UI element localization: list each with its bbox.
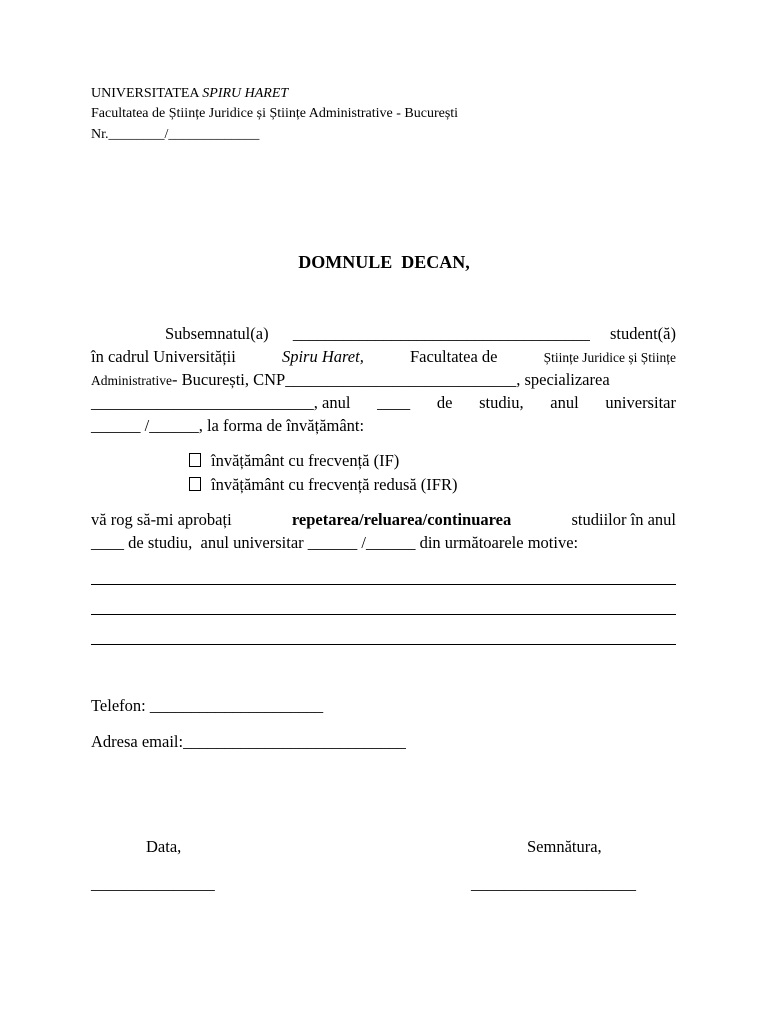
approval-line-2: ____ de studiu, anul universitar ______ /______ din următoarele motive:	[91, 533, 579, 552]
approval-line-1-end: studiilor în anul	[571, 510, 676, 529]
email-label: Adresa email:	[91, 732, 184, 751]
request-line-2-university: Spiru Haret,	[281, 347, 364, 366]
option-if[interactable]	[189, 451, 399, 471]
signature-label: Semnătura,	[527, 837, 602, 856]
registration-number-line: Nr.________/_____________	[91, 127, 260, 142]
request-line-2-faculty-name: Științe Juridice și Științe	[543, 350, 676, 365]
date-label: Data,	[146, 837, 182, 856]
faculty-line: Facultatea de Științe Juridice și Științe Administrative - București	[91, 106, 459, 121]
checkbox-icon[interactable]	[189, 453, 201, 467]
approval-line-1	[91, 510, 676, 530]
request-line-1	[165, 324, 676, 344]
request-line-5: ______ /______, la forma de învățământ:	[91, 416, 365, 435]
phone-label: Telefon:	[91, 696, 150, 715]
year-label: , anul	[313, 393, 351, 412]
university-prefix: UNIVERSITATEA	[91, 86, 203, 101]
specialization-blank: ___________________________	[91, 393, 314, 412]
request-line-2-a: în cadrul Universității	[91, 347, 236, 366]
email-blank[interactable]: ___________________________	[183, 732, 406, 751]
cnp-blank: ____________________________	[285, 370, 517, 389]
email-line	[91, 732, 406, 752]
option-ifr-label: învățământ cu frecvență redusă (IFR)	[211, 475, 458, 494]
phone-line	[91, 696, 323, 716]
request-line-4-anul: anul	[550, 393, 579, 412]
reason-line-3[interactable]	[91, 644, 676, 645]
university-line	[91, 86, 288, 102]
approval-line-1-start: vă rog să-mi aprobați	[91, 510, 232, 529]
request-line-4-universitar: universitar	[605, 393, 676, 412]
request-line-3	[91, 370, 676, 390]
page-title: DOMNULE DECAN,	[298, 252, 470, 272]
request-line-4-de: de	[436, 393, 453, 412]
request-line-1-start: Subsemnatul(a)	[165, 324, 273, 343]
request-line-3-specialization-label: , specializarea	[516, 370, 610, 389]
request-line-1-end: student(ă)	[610, 324, 676, 343]
reason-line-2[interactable]	[91, 614, 676, 615]
request-line-3-administrative: Administrative	[91, 373, 172, 388]
checkbox-icon[interactable]	[189, 477, 201, 491]
request-line-4-studiu: studiu,	[479, 393, 524, 412]
approval-request-type: repetarea/reluarea/continuarea	[291, 510, 512, 529]
request-line-4	[91, 393, 676, 413]
request-line-2	[91, 347, 676, 369]
option-ifr[interactable]	[189, 475, 457, 495]
request-line-3-cnp-label: - București, CNP	[172, 370, 286, 389]
phone-blank[interactable]: _____________________	[149, 696, 324, 715]
option-if-label: învățământ cu frecvență (IF)	[211, 451, 400, 470]
signature-blank[interactable]: ____________________	[471, 874, 636, 893]
university-name: SPIRU HARET	[202, 86, 289, 101]
reason-line-1[interactable]	[91, 584, 676, 585]
name-blank: ____________________________________	[292, 324, 590, 343]
request-line-2-faculty-label: Facultatea de	[409, 347, 498, 366]
year-blank: ____	[377, 393, 411, 412]
date-blank[interactable]: _______________	[91, 874, 215, 893]
